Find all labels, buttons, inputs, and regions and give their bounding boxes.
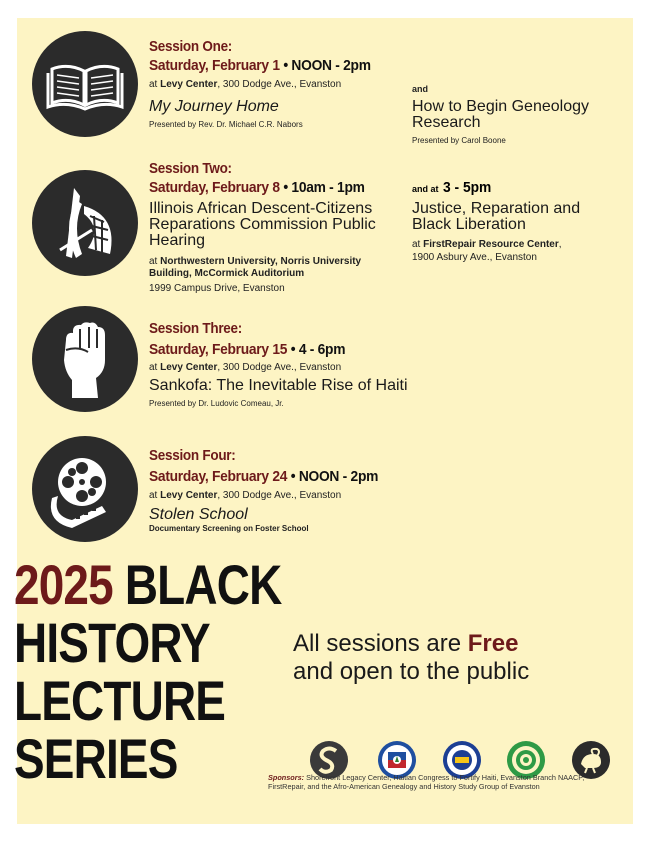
- session1-talk: My Journey Home: [149, 98, 279, 115]
- sponsors-text: [268, 773, 608, 791]
- session4-datetime: Saturday, February 24 • NOON - 2pm: [149, 468, 379, 485]
- session2-venue2-comma: ,: [558, 239, 562, 250]
- session3-venue-name: Levy Center: [160, 362, 218, 373]
- session2-venue-name: Northwestern University, Norris University Building, McCormick Auditorium: [149, 256, 362, 279]
- free-note-line1: [293, 630, 529, 658]
- session4-date: Saturday, February 24: [149, 468, 288, 485]
- session2-time: 10am - 1pm: [291, 179, 365, 196]
- session1-presenter: Presented by Rev. Dr. Michael C.R. Nabors: [149, 120, 303, 129]
- session4-heading: Session Four:: [149, 447, 236, 464]
- session3-datetime: Saturday, February 15 • 4 - 6pm: [149, 341, 346, 358]
- title-year: 2025: [14, 553, 113, 616]
- session1-and-label: and: [412, 84, 429, 94]
- session2-talk2: Justice, Reparation and Black Liberation: [412, 200, 581, 233]
- title-black: BLACK: [124, 553, 282, 616]
- session2-venue2-name: FirstRepair Resource Center: [423, 239, 559, 250]
- session2-heading: Session Two:: [149, 160, 232, 177]
- session2-venue-prefix: at: [149, 256, 161, 267]
- title-line-1: [14, 553, 282, 616]
- session3-heading: Session Three:: [149, 320, 243, 337]
- session4-time: NOON - 2pm: [298, 468, 379, 485]
- session1-talk2: How to Begin Geneology Research: [412, 98, 589, 131]
- session2-datetime: Saturday, February 8 • 10am - 1pm: [149, 179, 365, 196]
- session1-venue-address: , 300 Dodge Ave., Evanston: [217, 79, 342, 90]
- session4-venue-address: , 300 Dodge Ave., Evanston: [217, 490, 342, 501]
- film-reel-icon: [32, 436, 138, 542]
- session1-date: Saturday, February 1: [149, 57, 280, 74]
- session2-venue-address: 1999 Campus Drive, Evanston: [149, 283, 285, 294]
- session2-date: Saturday, February 8: [149, 179, 280, 196]
- free-note-line2: and open to the public: [293, 658, 530, 685]
- session1-venue: at Levy Center, 300 Dodge Ave., Evanston: [149, 79, 342, 90]
- session1-datetime: Saturday, February 1 • NOON - 2pm: [149, 57, 371, 74]
- session2-venue2: at FirstRepair Resource Center,: [412, 239, 562, 250]
- sponsors-list: Shorefront Legacy Center, Haitian Congress to Fortify Haiti, Evanston Branch NAACP, FirstRepair, and the Afro-American Genealogy and History Study Group of Evanston: [268, 773, 585, 791]
- session4-talk: Stolen School: [149, 506, 248, 523]
- session1-presenter2: Presented by Carol Boone: [412, 136, 506, 145]
- raised-fist-icon: [32, 306, 138, 412]
- session1-venue-name: Levy Center: [160, 79, 218, 90]
- session3-date: Saturday, February 15: [149, 341, 288, 358]
- session2-venue: [149, 256, 389, 280]
- sponsors-label: Sponsors:: [268, 773, 305, 782]
- title-line-2: HISTORY: [14, 611, 210, 674]
- session1-heading: Session One:: [149, 38, 233, 55]
- session2-time2: 3 - 5pm: [442, 179, 492, 196]
- free-note-pre: All sessions are: [293, 630, 462, 657]
- session2-venue2-address: 1900 Asbury Ave., Evanston: [412, 252, 537, 263]
- title-line-3: LECTURE: [14, 669, 226, 732]
- session2-afternoon: [412, 179, 495, 197]
- session3-venue: at Levy Center, 300 Dodge Ave., Evanston: [149, 362, 342, 373]
- session2-and-label: and at: [412, 184, 439, 194]
- free-note-free: Free: [467, 630, 519, 657]
- session3-presenter: Presented by Dr. Ludovic Comeau, Jr.: [149, 399, 284, 408]
- session4-venue: at Levy Center, 300 Dodge Ave., Evanston: [149, 490, 342, 501]
- session3-venue-address: , 300 Dodge Ave., Evanston: [217, 362, 342, 373]
- session2-talk: Illinois African Descent-Citizens Reparations Commission Public Hearing: [149, 200, 376, 249]
- session1-time: NOON - 2pm: [291, 57, 371, 74]
- open-book-icon: [32, 31, 138, 137]
- title-line-4: SERIES: [14, 727, 178, 790]
- free-admission-note: [293, 630, 529, 686]
- session4-presenter: Documentary Screening on Foster School: [149, 524, 309, 533]
- session4-venue-name: Levy Center: [160, 490, 218, 501]
- sankofa-ship-icon: [32, 170, 138, 276]
- session3-time: 4 - 6pm: [298, 341, 346, 358]
- session3-talk: Sankofa: The Inevitable Rise of Haiti: [149, 377, 408, 394]
